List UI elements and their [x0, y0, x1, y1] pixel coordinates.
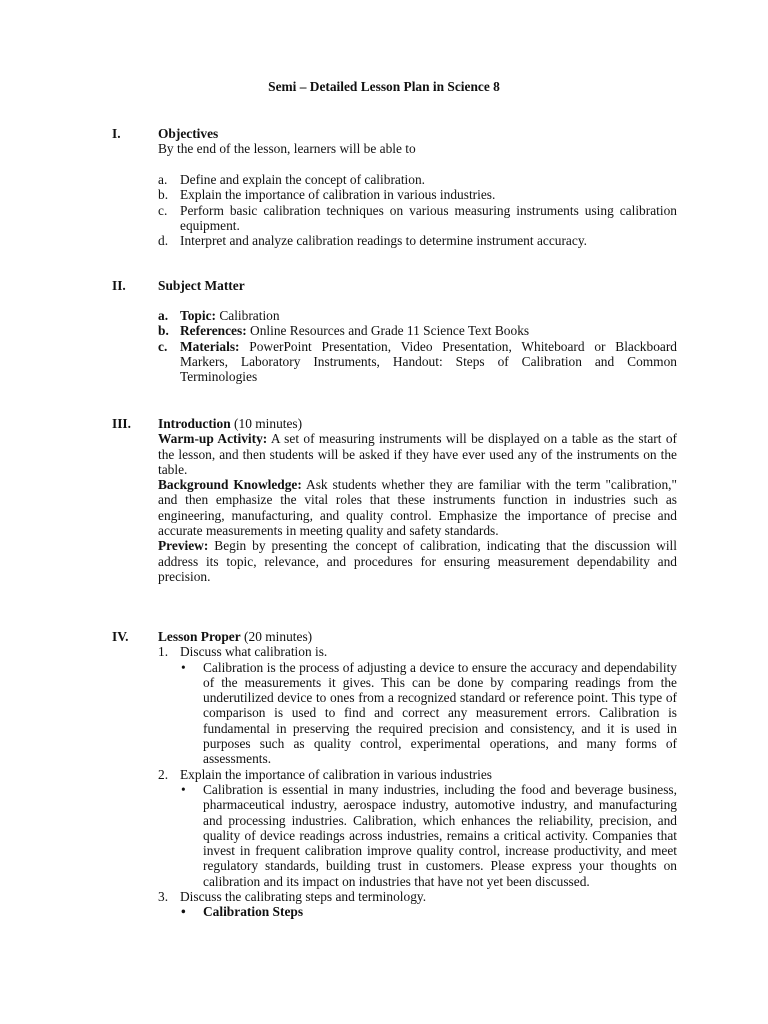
section-duration: (10 minutes) — [230, 416, 303, 431]
item-label: 2. — [158, 766, 169, 782]
objectives-intro: By the end of the lesson, learners will be able to — [158, 141, 416, 156]
item-text: Explain the importance of calibration in various industries. — [180, 187, 496, 203]
bullet-text: Calibration Steps — [203, 904, 304, 920]
section-heading-subject-matter: Subject Matter — [158, 278, 245, 293]
section-heading-lesson-proper: Lesson Proper — [158, 629, 241, 644]
bullet-icon: • — [181, 781, 186, 797]
paragraph-text: Ask students whether they are familiar with the term "calibration," and then emphasize the vital roles that these instruments function in industries such as engineering, manufacturing, and quality control. Emphasize the importance of precise and accurate measurements in meeting quality and safety standards. — [158, 477, 677, 539]
bullet-item — [158, 904, 677, 919]
item-label: a. — [158, 172, 168, 187]
list-item — [158, 339, 677, 385]
item-text: Discuss what calibration is. — [180, 644, 328, 660]
item-label: b. — [158, 187, 169, 203]
section-number: II. — [112, 278, 126, 293]
bullet-text: Calibration is essential in many industries, including the food and beverage business, pharmaceutical industry, aerospace industry, automotive industry, and manufacturing and processing industries. Calibration, which enhances the reliability, precision, and quality of device readings across industries, remains a critical activity. Companies that invest in frequent calibration improve quality control, increase productivity, and meet regulatory standards, building trust in customers. Please express your thoughts on calibration and its impact on industries that have not yet been discussed. — [203, 781, 677, 889]
objectives-list — [158, 172, 677, 248]
list-item — [158, 203, 677, 234]
section-heading-introduction: Introduction — [158, 416, 231, 431]
list-item — [158, 233, 677, 248]
item-text: Online Resources and Grade 11 Science Text Books — [246, 323, 530, 339]
list-item — [158, 767, 677, 782]
item-text: Calibration — [215, 308, 280, 323]
item-label: c. — [158, 202, 168, 218]
item-key: Topic: — [180, 308, 216, 323]
item-text: Define and explain the concept of calibration. — [180, 172, 426, 187]
list-item — [158, 187, 677, 202]
paragraph-key: Warm-up Activity: — [158, 431, 268, 447]
item-label: 1. — [158, 644, 169, 660]
list-item — [158, 172, 677, 187]
page-title: Semi – Detailed Lesson Plan in Science 8 — [268, 79, 500, 94]
item-text: Discuss the calibrating steps and terminology. — [180, 889, 427, 905]
paragraph-text: A set of measuring instruments will be displayed on a table as the start of the lesson, and then students will be asked if they have ever used any of the instruments on the table. — [158, 431, 677, 477]
paragraph-text: Begin by presenting the concept of calibration, indicating that the discussion will address its topic, relevance, and procedures for ensuring measurement dependability and precision. — [158, 538, 677, 584]
bullet-item — [158, 782, 677, 889]
section-number: III. — [112, 416, 131, 431]
item-label: a. — [158, 308, 169, 323]
item-text: Explain the importance of calibration in various industries — [180, 766, 492, 782]
section-duration: (20 minutes) — [240, 629, 313, 644]
section-number: IV. — [112, 629, 129, 644]
item-text: Perform basic calibration techniques on various measuring instruments using calibration equipment. — [180, 202, 677, 233]
item-text: PowerPoint Presentation, Video Presentation, Whiteboard or Blackboard Markers, Laboratory Instruments, Handout: Steps of Calibration and Common Terminologies — [180, 338, 677, 385]
item-text: Interpret and analyze calibration readings to determine instrument accuracy. — [180, 233, 587, 249]
list-item — [158, 308, 677, 323]
subject-matter-list — [158, 308, 677, 384]
item-label: d. — [158, 233, 169, 249]
list-item — [158, 644, 677, 659]
bullet-item — [158, 660, 677, 767]
item-label: b. — [158, 323, 169, 339]
paragraph-key: Preview: — [158, 538, 209, 554]
introduction-heading-line — [158, 416, 677, 431]
intro-paragraph — [158, 538, 677, 584]
bullet-icon: • — [181, 904, 186, 920]
item-label: 3. — [158, 889, 169, 905]
item-label: c. — [158, 338, 168, 354]
lesson-proper-heading-line — [158, 629, 677, 644]
section-heading-objectives: Objectives — [158, 126, 219, 141]
item-key: Materials: — [180, 338, 240, 354]
introduction-body — [158, 416, 677, 584]
list-item — [158, 323, 677, 338]
section-number: I. — [112, 126, 121, 141]
bullet-text: Calibration is the process of adjusting a device to ensure the accuracy and dependability of the measurements it gives. This can be done by comparing readings from the underutilized device to ones from a recognized standard or reference point. This type of comparison is used to find and correct any measurement errors. Calibration is fundamental in preserving the required precision and consistency, and it is used in purposes such as quality control, experimental operations, and many forms of assessments. — [203, 659, 677, 767]
paragraph-key: Background Knowledge: — [158, 477, 302, 493]
list-item — [158, 889, 677, 904]
intro-paragraph — [158, 431, 677, 477]
intro-paragraph — [158, 477, 677, 538]
lesson-proper-body — [158, 629, 677, 920]
item-key: References: — [180, 323, 247, 339]
bullet-icon: • — [181, 659, 186, 675]
